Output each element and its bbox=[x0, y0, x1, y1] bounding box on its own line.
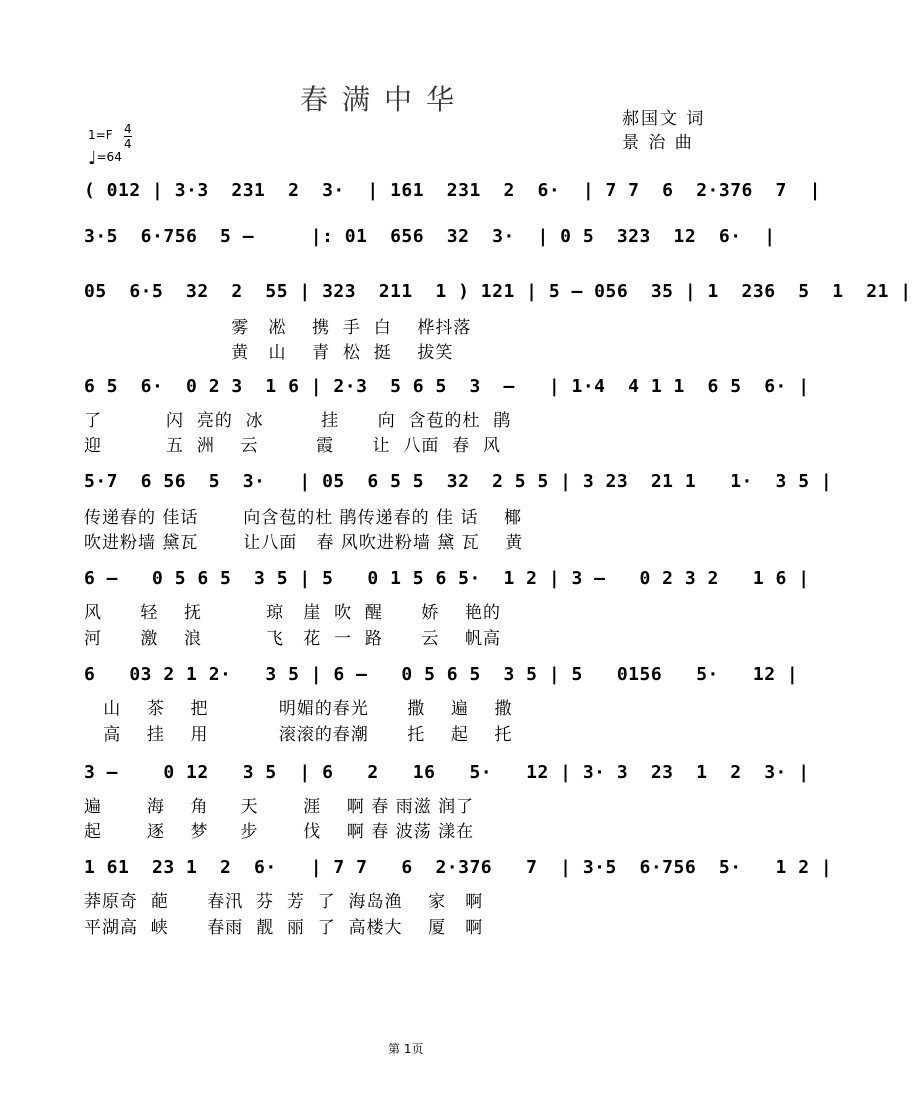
notation-line: 3·5 6·756 5 – |: 01 656 32 3· | 0 5 323 12 6· | bbox=[84, 226, 776, 247]
notation-line: 1 61 23 1 2 6· | 7 7 6 2·376 7 | 3·5 6·756 5· 1 2 | bbox=[84, 857, 833, 878]
lyric-verse-1: 山 茶 把 明媚的春光 撒 遍 撒 bbox=[84, 699, 513, 719]
lyric-verse-2: 高 挂 用 滚滚的春潮 托 起 托 bbox=[84, 725, 513, 745]
song-title: 春满中华 bbox=[300, 83, 469, 116]
notation-line: 6 – 0 5 6 5 3 5 | 5 0 1 5 6 5· 1 2 | 3 – 0 2 3 2 1 6 | bbox=[84, 568, 810, 589]
lyricist-credit: 郝国文 词 bbox=[622, 109, 706, 129]
lyric-verse-1: 莽原奇 葩 春汛 芬 芳 了 海岛渔 家 啊 bbox=[84, 892, 484, 912]
music-row-8 bbox=[84, 762, 810, 842]
tempo-marking bbox=[88, 148, 122, 169]
music-row-7 bbox=[84, 664, 799, 745]
lyric-verse-1: 了 闪 亮的 冰 挂 向 含苞的杜 鹃 bbox=[84, 411, 512, 431]
music-row-5 bbox=[84, 471, 833, 553]
lyric-verse-1: 风 轻 抚 琼 崖 吹 醒 娇 艳的 bbox=[84, 603, 501, 623]
notation-line: 05 6·5 32 2 55 | 323 211 1 ) 121 | 5 – 056 35 | 1 236 5 1 21 | bbox=[84, 281, 912, 302]
lyric-verse-1: 雾 凇 携 手 白 桦抖落 bbox=[84, 318, 472, 338]
music-row-9 bbox=[84, 857, 833, 938]
lyric-verse-2: 起 逐 梦 步 伐 啊 春 波荡 漾在 bbox=[84, 822, 475, 842]
lyric-verse-2: 河 激 浪 飞 花 一 路 云 帆高 bbox=[84, 629, 501, 649]
time-signature bbox=[124, 122, 132, 151]
notation-line: 6 5 6· 0 2 3 1 6 | 2·3 5 6 5 3 – | 1·4 4 1 1 6 5 6· | bbox=[84, 376, 810, 397]
lyric-verse-2: 平湖高 峡 春雨 靓 丽 了 高楼大 厦 啊 bbox=[84, 918, 484, 938]
time-signature-bottom: 4 bbox=[124, 137, 132, 151]
lyric-verse-2: 迎 五 洲 云 霞 让 八面 春 风 bbox=[84, 436, 501, 456]
page-number: 第 1页 bbox=[388, 1042, 424, 1056]
quarter-note-icon: ♩ bbox=[88, 148, 97, 169]
lyric-verse-1: 遍 海 角 天 涯 啊 春 雨滋 润了 bbox=[84, 797, 475, 817]
composer-credit: 景 治 曲 bbox=[622, 133, 694, 153]
music-row-3 bbox=[84, 281, 912, 363]
lyric-verse-1: 传递春的 佳话 向含苞的杜 鹃传递春的 佳 话 椰 bbox=[84, 508, 523, 528]
tempo-value: =64 bbox=[96, 150, 122, 164]
key-signature: 1=F bbox=[88, 128, 113, 142]
notation-line: 5·7 6 56 5 3· | 05 6 5 5 32 2 5 5 | 3 23 21 1 1· 3 5 | bbox=[84, 471, 833, 492]
notation-line: 6 03 2 1 2· 3 5 | 6 – 0 5 6 5 3 5 | 5 0156 5· 12 | bbox=[84, 664, 799, 685]
music-row-1 bbox=[84, 180, 821, 214]
notation-line: ( 012 | 3·3 231 2 3· | 161 231 2 6· | 7 7 6 2·376 7 | bbox=[84, 180, 821, 201]
time-signature-top: 4 bbox=[124, 122, 132, 136]
music-row-2 bbox=[84, 226, 776, 260]
music-row-6 bbox=[84, 568, 810, 649]
music-row-4 bbox=[84, 376, 810, 456]
lyric-verse-2: 吹进粉墙 黛瓦 让八面 春 风吹进粉墙 黛 瓦 黄 bbox=[84, 533, 524, 553]
lyric-verse-2: 黄 山 青 松 挺 拔笑 bbox=[84, 343, 454, 363]
notation-line: 3 – 0 12 3 5 | 6 2 16 5· 12 | 3· 3 23 1 2 3· | bbox=[84, 762, 810, 783]
